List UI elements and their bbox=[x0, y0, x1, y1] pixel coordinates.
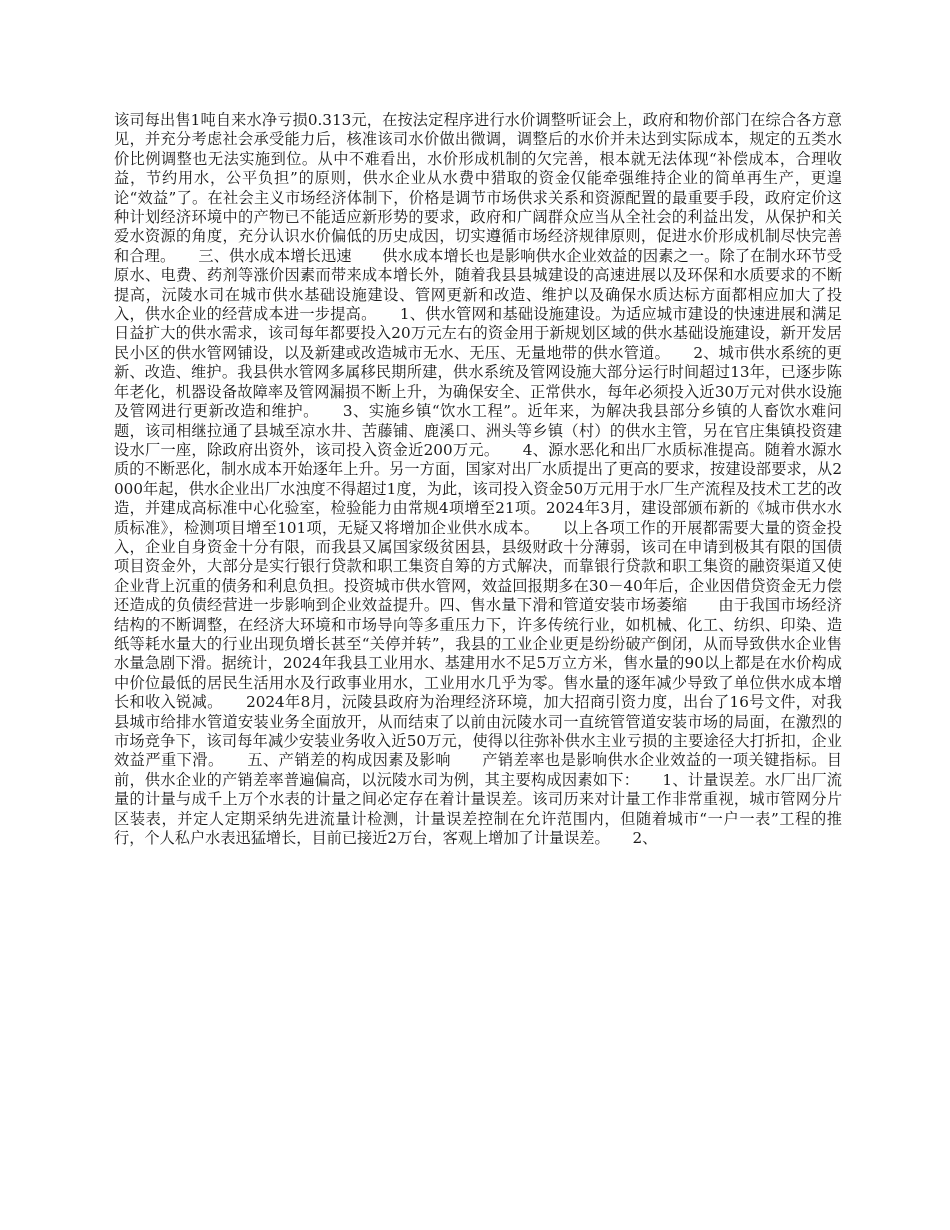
document-page bbox=[114, 111, 842, 848]
body-paragraph: 该司每出售1吨自来水净亏损0.313元，在按法定程序进行水价调整听证会上，政府和物价部门在综合各方意见，并充分考虑社会承受能力后，核准该司水价做出微调，调整后的水价并未达到实际成本，规定的五类水价比例调整也无法实施到位。从中不难看出，水价形成机制的欠完善，根本就无法体现“补偿成本，合理收益，节约用水，公平负担”的原则，供水企业从水费中猎取的资金仅能牵强维持企业的简单再生产，更遑论“效益”了。在社会主义市场经济体制下，价格是调节市场供求关系和资源配置的最重要手段，政府定价这种计划经济环境中的产物已不能适应新形势的要求，政府和广阔群众应当从全社会的利益出发，从保护和关爱水资源的角度，充分认识水价偏低的历史成因，切实遵循市场经济规律原则，促进水价形成机制尽快完善和合理。 三、供水成本增长迅速 供水成本增长也是影响供水企业效益的因素之一。除了在制水环节受原水、电费、药剂等涨价因素而带来成本增长外，随着我县县城建设的高速进展以及环保和水质要求的不断提高，沅陵水司在城市供水基础设施建设、管网更新和改造、维护以及确保水质达标方面都相应加大了投入，供水企业的经营成本进一步提高。 1、供水管网和基础设施建设。为适应城市建设的快速进展和满足日益扩大的供水需求，该司每年都要投入20万元左右的资金用于新规划区域的供水基础设施建设，新开发居民小区的供水管网铺设，以及新建或改造城市无水、无压、无量地带的供水管道。 2、城市供水系统的更新、改造、维护。我县供水管网多属移民期所建，供水系统及管网设施大部分运行时间超过13年，已逐步陈年老化，机器设备故障率及管网漏损不断上升，为确保安全、正常供水，每年必须投入近30万元对供水设施及管网进行更新改造和维护。 3、实施乡镇“饮水工程”。近年来，为解决我县部分乡镇的人畜饮水难问题，该司相继拉通了县城至凉水井、苦藤铺、鹿溪口、洲头等乡镇（村）的供水主管，另在官庄集镇投资建设水厂一座，除政府出资外，该司投入资金近200万元。 4、源水恶化和出厂水质标准提高。随着水源水质的不断恶化，制水成本开始逐年上升。另一方面，国家对出厂水质提出了更高的要求，按建设部要求，从2000年起，供水企业出厂水浊度不得超过1度，为此，该司投入资金50万元用于水厂生产流程及技术工艺的改造，并建成高标准中心化验室，检验能力由常规4项增至21项。2024年3月，建设部颁布新的《城市供水水质标准》，检测项目增至101项，无疑又将增加企业供水成本。 以上各项工作的开展都需要大量的资金投入，企业自身资金十分有限，而我县又属国家级贫困县，县级财政十分薄弱，该司在申请到极其有限的国债项目资金外，大部分是实行银行贷款和职工集资自筹的方式解决，而靠银行贷款和职工集资的融资渠道又使企业背上沉重的债务和利息负担。投资城市供水管网，效益回报期多在30－40年后，企业因借贷资金无力偿还造成的负债经营进一步影响到企业效益提升。四、售水量下滑和管道安装市场萎缩 由于我国市场经济结构的不断调整，在经济大环境和市场导向等多重压力下，许多传统行业，如机械、化工、纺织、印染、造纸等耗水量大的行业出现负增长甚至“关停并转”，我县的工业企业更是纷纷破产倒闭，从而导致供水企业售水量急剧下滑。据统计，2024年我县工业用水、基建用水不足5万立方米，售水量的90以上都是在水价构成中价位最低的居民生活用水及行政事业用水，工业用水几乎为零。售水量的逐年减少导致了单位供水成本增长和收入锐减。 2024年8月，沅陵县政府为治理经济环境，加大招商引资力度，出台了16号文件，对我县城市给排水管道安装业务全面放开，从而结束了以前由沅陵水司一直统管管道安装市场的局面，在激烈的市场竞争下，该司每年减少安装业务收入近50万元，使得以往弥补供水主业亏损的主要途径大打折扣，企业效益严重下滑。 五、产销差的构成因素及影响 产销差率也是影响供水企业效益的一项关键指标。目前，供水企业的产销差率普遍偏高，以沅陵水司为例，其主要构成因素如下： 1、计量误差。水厂出厂流量的计量与成千上万个水表的计量之间必定存在着计量误差。该司历来对计量工作非常重视，城市管网分片区装表，并定人定期采纳先进流量计检测，计量误差控制在允许范围内，但随着城市“一户一表”工程的推行，个人私户水表迅猛增长，目前已接近2万台，客观上增加了计量误差。 2、 bbox=[114, 111, 842, 848]
